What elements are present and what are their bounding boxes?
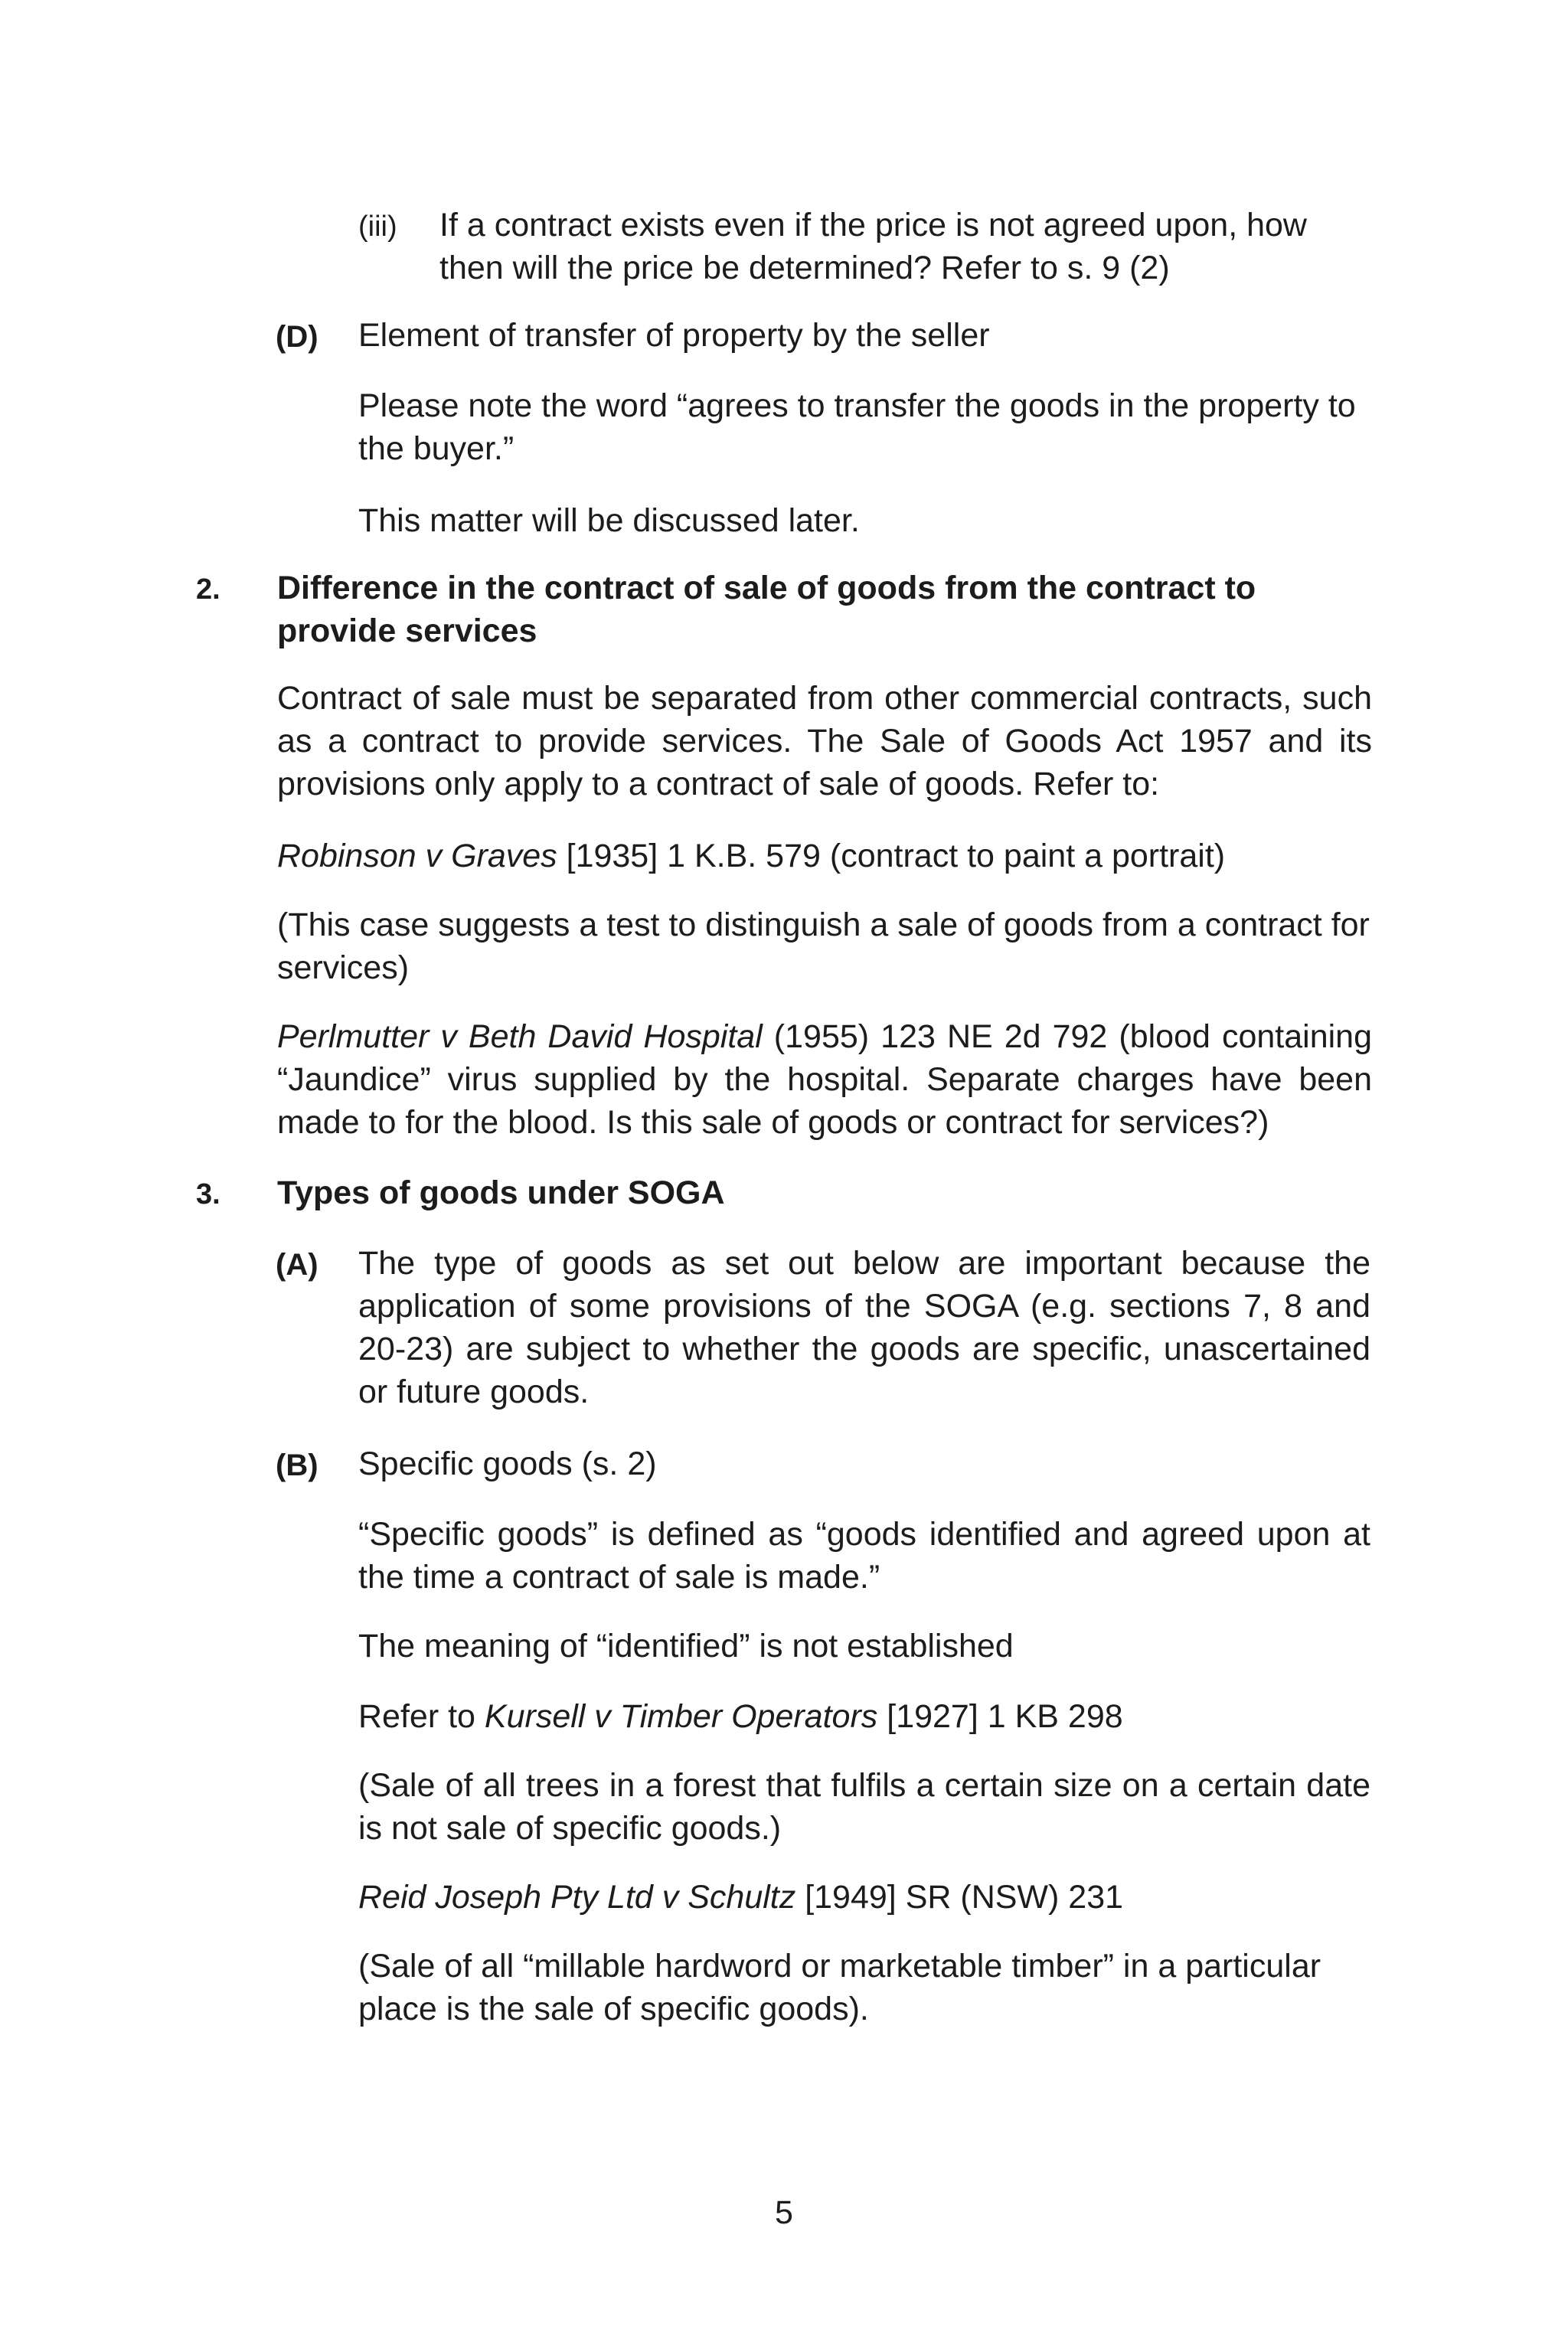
case-name-robinson: Robinson v Graves [277, 838, 557, 874]
item-iii-label: (iii) [358, 211, 397, 243]
case-name-kursell: Kursell v Timber Operators [484, 1698, 878, 1735]
case-citation-reid: [1949] SR (NSW) 231 [795, 1879, 1124, 1916]
section-2-case1-note: (This case suggests a test to distinguish a sale of goods from a contract for services) [277, 906, 1370, 986]
item-b-case2 [358, 1876, 1123, 1919]
item-b-case1 [358, 1695, 1123, 1738]
item-b-case1-note: (Sale of all trees in a forest that fulfils a certain size on a certain date is not sale of specific goods.) [358, 1767, 1370, 1847]
page-number: 5 [775, 2194, 793, 2231]
refer-prefix: Refer to [358, 1698, 485, 1735]
section-2-case1 [277, 835, 1225, 877]
item-iii-line1: If a contract exists even if the price is not agreed upon, how [439, 207, 1307, 243]
case-citation-kursell: [1927] 1 KB 298 [877, 1698, 1123, 1735]
section-2-number: 2. [196, 573, 220, 606]
section-2-intro: Contract of sale must be separated from other commercial contracts, such as a contract to provide services. The Sale of Goods Act 1957 and its provisions only apply to a contract of sale of goods. Refer to: [277, 680, 1372, 802]
item-a-label: (A) [276, 1248, 318, 1282]
section-2-heading: Difference in the contract of sale of goods from the contract to provide services [277, 570, 1256, 649]
item-d-heading: Element of transfer of property by the seller [358, 317, 990, 354]
case-citation-perlmutter: (1955) 123 NE 2d 792 (blood containing “Jaundice” virus supplied by the hospital. Separate charges have been made to for the blood. Is this sale of goods or contract for services?) [277, 1018, 1373, 1141]
section-2-case2 [277, 1015, 1372, 1144]
item-a-text: The type of goods as set out below are important because the application of some provisions of the SOGA (e.g. sections 7, 8 and 20-23) are subject to whether the goods are specific, unascertained or future goods. [358, 1245, 1370, 1410]
case-name-perlmutter: Perlmutter v Beth David Hospital [277, 1018, 763, 1055]
section-3-number: 3. [196, 1178, 220, 1210]
case-citation-robinson: [1935] 1 K.B. 579 (contract to paint a portrait) [557, 838, 1226, 874]
item-d-label: (D) [276, 320, 318, 354]
item-d-note: Please note the word “agrees to transfer the goods in the property to the buyer.” [358, 387, 1356, 467]
case-name-reid: Reid Joseph Pty Ltd v Schultz [358, 1879, 796, 1916]
item-b-heading: Specific goods (s. 2) [358, 1446, 657, 1482]
item-iii-line2: then will the price be determined? Refer to s. 9 (2) [439, 250, 1170, 286]
item-d-later: This matter will be discussed later. [358, 502, 860, 539]
item-b-label: (B) [276, 1449, 318, 1482]
item-b-definition: “Specific goods” is defined as “goods identified and agreed upon at the time a contract of sale is made.” [358, 1516, 1370, 1596]
item-b-meaning: The meaning of “identified” is not established [358, 1628, 1014, 1664]
item-b-case2-note: (Sale of all “millable hardword or marketable timber” in a particular place is the sale of specific goods). [358, 1948, 1321, 2027]
section-3-heading: Types of goods under SOGA [277, 1174, 725, 1211]
